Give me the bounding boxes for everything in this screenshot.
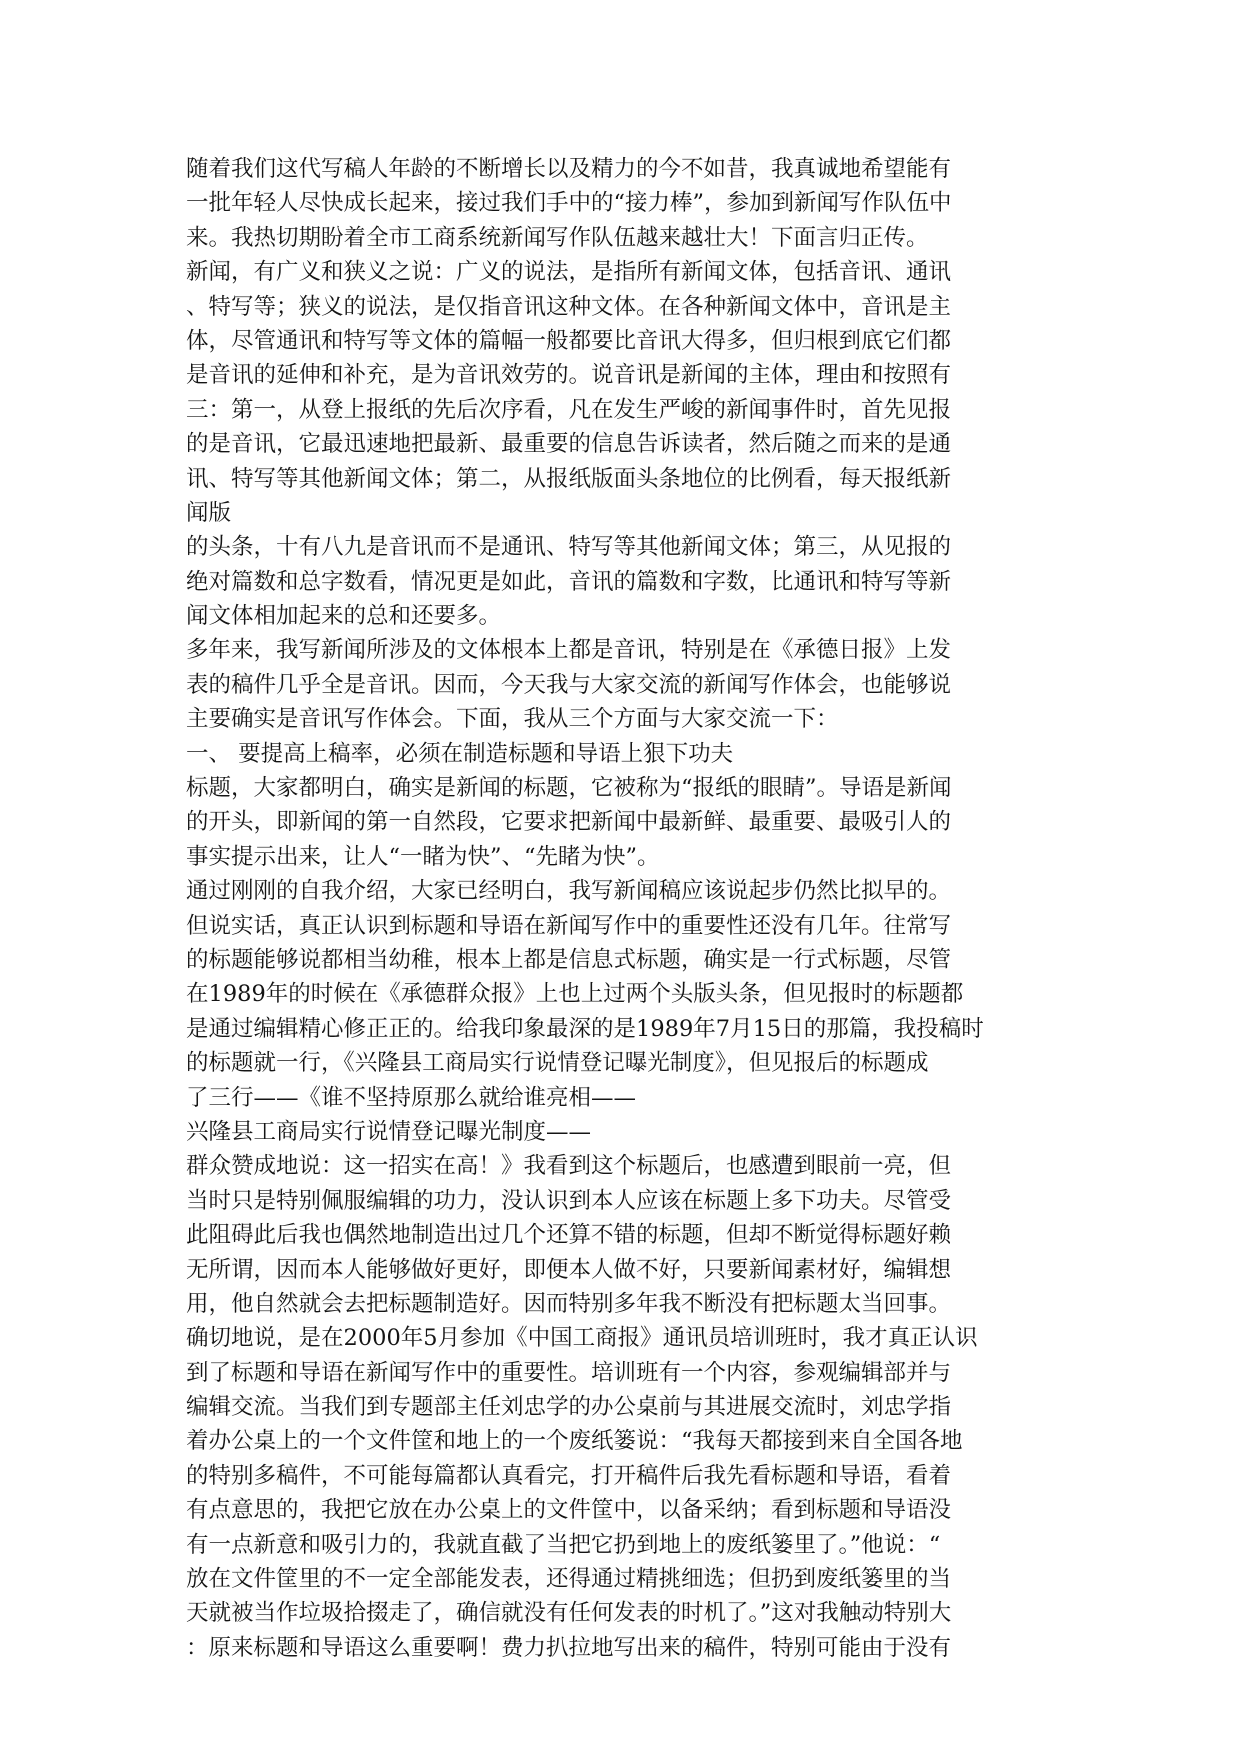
text-line: 一、 要提高上稿率，必须在制造标题和导语上狠下功夫 <box>186 740 734 767</box>
text-line: 此阻碍此后我也偶然地制造出过几个还算不错的标题，但却不断觉得标题好赖 <box>186 1222 952 1249</box>
text-line: 多年来，我写新闻所涉及的文体根本上都是音讯，特别是在《承德日报》上发 <box>186 637 952 664</box>
text-line: 兴隆县工商局实行说情登记曝光制度—— <box>186 1118 592 1145</box>
text-line: 闻文体相加起来的总和还要多。 <box>186 603 502 630</box>
text-line: 用，他自然就会去把标题制造好。因而特别多年我不断没有把标题太当回事。 <box>186 1290 952 1317</box>
text-line: 天就被当作垃圾拾掇走了，确信就没有任何发表的时机了。”这对我触动特别大 <box>186 1600 952 1627</box>
text-line: 但说实话，真正认识到标题和导语在新闻写作中的重要性还没有几年。往常写 <box>186 912 952 939</box>
text-line: 一批年轻人尽快成长起来，接过我们手中的“接力棒”，参加到新闻写作队伍中 <box>186 190 952 217</box>
text-line: 的标题就一行，《兴隆县工商局实行说情登记曝光制度》，但见报后的标题成 <box>186 1050 929 1077</box>
text-line: 确切地说，是在2000年5月参加《中国工商报》通讯员培训班时，我才真正认识 <box>186 1325 978 1352</box>
text-line: 来。我热切期盼着全市工商系统新闻写作队伍越来越壮大！下面言归正传。 <box>186 224 929 251</box>
text-line: 着办公桌上的一个文件筐和地上的一个废纸篓说：“我每天都接到来自全国各地 <box>186 1428 963 1455</box>
text-line: 的是音讯，它最迅速地把最新、最重要的信息告诉读者，然后随之而来的是通 <box>186 431 952 458</box>
text-line: 随着我们这代写稿人年龄的不断增长以及精力的今不如昔，我真诚地希望能有 <box>186 156 952 182</box>
text-line: 事实提示出来，让人“一睹为快”、“先睹为快”。 <box>186 843 660 870</box>
text-line: 无所谓，因而本人能够做好更好，即便本人做不好，只要新闻素材好，编辑想 <box>186 1256 952 1283</box>
text-line: 有一点新意和吸引力的，我就直截了当把它扔到地上的废纸篓里了。”他说：“ <box>186 1531 941 1558</box>
text-line: 表的稿件几乎全是音讯。因而，今天我与大家交流的新闻写作体会，也能够说 <box>186 671 952 698</box>
text-line: 在1989年的时候在《承德群众报》上也上过两个头版头条，但见报时的标题都 <box>186 981 964 1008</box>
text-line: 的标题能够说都相当幼稚，根本上都是信息式标题，确实是一行式标题，尽管 <box>186 946 952 973</box>
text-line: 了三行——《谁不坚持原那么就给谁亮相—— <box>186 1084 637 1111</box>
text-line: 是通过编辑精心修正正的。给我印象最深的是1989年7月15日的那篇，我投稿时 <box>186 1015 984 1042</box>
text-line: 的开头，即新闻的第一自然段，它要求把新闻中最新鲜、最重要、最吸引人的 <box>186 809 952 836</box>
text-line: 当时只是特别佩服编辑的功力，没认识到本人应该在标题上多下功夫。尽管受 <box>186 1187 952 1214</box>
text-line: 新闻，有广义和狭义之说：广义的说法，是指所有新闻文体，包括音讯、通讯 <box>186 259 952 286</box>
text-line: 讯、特写等其他新闻文体；第二，从报纸版面头条地位的比例看，每天报纸新 <box>186 465 952 492</box>
text-line: 到了标题和导语在新闻写作中的重要性。培训班有一个内容，参观编辑部并与 <box>186 1359 952 1386</box>
text-line: 是音讯的延伸和补充，是为音讯效劳的。说音讯是新闻的主体，理由和按照有 <box>186 362 952 389</box>
text-line: 体，尽管通讯和特写等文体的篇幅一般都要比音讯大得多，但归根到底它们都 <box>186 327 952 354</box>
text-line: 的特别多稿件，不可能每篇都认真看完，打开稿件后我先看标题和导语，看着 <box>186 1462 952 1489</box>
text-line: 有点意思的，我把它放在办公桌上的文件筐中，以备采纳；看到标题和导语没 <box>186 1497 952 1524</box>
body-text <box>186 152 1066 1665</box>
text-line: 通过刚刚的自我介绍，大家已经明白，我写新闻稿应该说起步仍然比拟早的。 <box>186 878 952 905</box>
text-line: 、特写等；狭义的说法，是仅指音讯这种文体。在各种新闻文体中，音讯是主 <box>186 293 952 320</box>
text-line: 的头条，十有八九是音讯而不是通讯、特写等其他新闻文体；第三，从见报的 <box>186 534 952 561</box>
text-line: 三：第一，从登上报纸的先后次序看，凡在发生严峻的新闻事件时，首先见报 <box>186 396 952 423</box>
text-line: 绝对篇数和总字数看，情况更是如此，音讯的篇数和字数，比通讯和特写等新 <box>186 568 952 595</box>
text-line: 闻版 <box>186 499 232 526</box>
text-line: ：原来标题和导语这么重要啊！费力扒拉地写出来的稿件，特别可能由于没有 <box>186 1634 952 1661</box>
text-line: 主要确实是音讯写作体会。下面，我从三个方面与大家交流一下： <box>186 706 839 733</box>
text-line: 标题，大家都明白，确实是新闻的标题，它被称为“报纸的眼睛”。导语是新闻 <box>186 775 952 802</box>
text-line: 群众赞成地说：这一招实在高！》我看到这个标题后，也感遭到眼前一亮，但 <box>186 1153 952 1180</box>
text-line: 放在文件筐里的不一定全部能发表，还得通过精挑细选；但扔到废纸篓里的当 <box>186 1566 952 1593</box>
text-line: 编辑交流。当我们到专题部主任刘忠学的办公桌前与其进展交流时，刘忠学指 <box>186 1394 952 1421</box>
